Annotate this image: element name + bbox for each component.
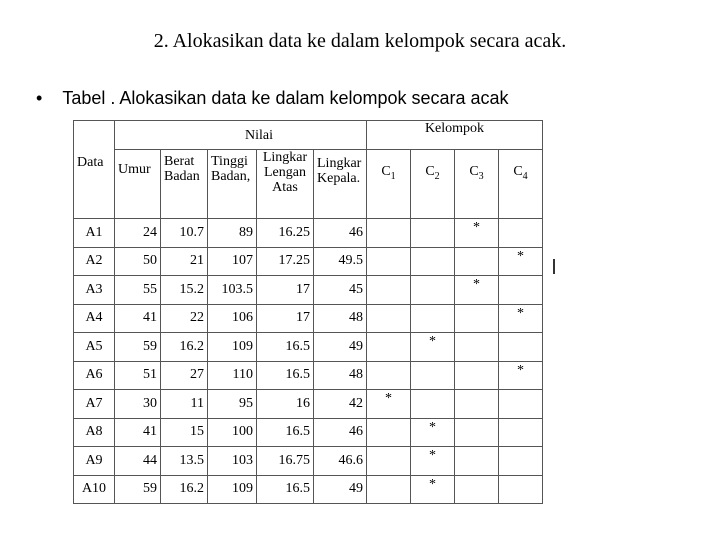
row-label: A8 <box>74 418 115 447</box>
header-lingkar-kepala <box>314 150 367 219</box>
row-label: A5 <box>74 333 115 362</box>
table-body <box>74 219 543 504</box>
cell-lingkar-kepala: 48 <box>314 304 367 333</box>
cell-lingkar-lengan: 17 <box>257 304 314 333</box>
cell-umur: 41 <box>115 304 161 333</box>
header-nilai: Nilai <box>115 121 367 150</box>
bullet-caption <box>36 88 509 109</box>
cell-lingkar-lengan: 16 <box>257 390 314 419</box>
header-c2 <box>411 150 455 219</box>
cell-berat: 10.7 <box>161 219 208 248</box>
row-label: A7 <box>74 390 115 419</box>
header-text: Lingkar <box>262 150 308 165</box>
cell-lingkar-lengan: 16.5 <box>257 418 314 447</box>
cell-umur: 51 <box>115 361 161 390</box>
cell-umur: 59 <box>115 333 161 362</box>
cell-tinggi: 109 <box>208 475 257 504</box>
cell-berat: 15.2 <box>161 276 208 305</box>
header-text: Badan <box>164 169 200 184</box>
header-text: C <box>513 164 523 179</box>
cell-c2 <box>411 304 455 333</box>
cell-c2: * <box>411 333 455 362</box>
cell-c1 <box>367 475 411 504</box>
header-berat-badan <box>161 150 208 219</box>
cell-umur: 50 <box>115 247 161 276</box>
cell-lingkar-kepala: 49 <box>314 475 367 504</box>
header-subscript: 1 <box>390 170 396 182</box>
header-umur: Umur <box>115 150 161 219</box>
cell-c4: * <box>499 247 543 276</box>
cell-c3 <box>455 475 499 504</box>
cell-c3 <box>455 247 499 276</box>
cell-tinggi: 106 <box>208 304 257 333</box>
cell-lingkar-kepala: 46 <box>314 418 367 447</box>
cell-c2: * <box>411 475 455 504</box>
cell-tinggi: 103 <box>208 447 257 476</box>
cell-tinggi: 89 <box>208 219 257 248</box>
table-row <box>74 219 543 248</box>
cell-lingkar-lengan: 17 <box>257 276 314 305</box>
header-text: Berat <box>164 154 195 169</box>
cell-c1 <box>367 418 411 447</box>
cell-c3 <box>455 390 499 419</box>
cell-umur: 59 <box>115 475 161 504</box>
table-row <box>74 276 543 305</box>
cell-umur: 41 <box>115 418 161 447</box>
cell-c2 <box>411 276 455 305</box>
cell-c4 <box>499 333 543 362</box>
cell-c2 <box>411 247 455 276</box>
cell-lingkar-lengan: 17.25 <box>257 247 314 276</box>
cell-c3 <box>455 418 499 447</box>
cell-berat: 22 <box>161 304 208 333</box>
cell-lingkar-lengan: 16.5 <box>257 333 314 362</box>
header-text: Lengan <box>264 165 306 180</box>
row-label: A2 <box>74 247 115 276</box>
header-subscript: 4 <box>522 170 528 182</box>
cell-c1 <box>367 333 411 362</box>
cell-tinggi: 103.5 <box>208 276 257 305</box>
header-text: Tinggi <box>211 154 248 169</box>
cell-tinggi: 107 <box>208 247 257 276</box>
table-row <box>74 247 543 276</box>
header-text: Badan, <box>211 169 251 184</box>
table-row <box>74 447 543 476</box>
header-subscript: 2 <box>434 170 440 182</box>
cell-c1 <box>367 247 411 276</box>
table-caption: Tabel . Alokasikan data ke dalam kelompok secara acak <box>62 88 509 108</box>
cell-c1 <box>367 304 411 333</box>
cell-c2: * <box>411 418 455 447</box>
cell-berat: 27 <box>161 361 208 390</box>
bullet-icon: • <box>36 88 43 108</box>
cell-umur: 24 <box>115 219 161 248</box>
cell-c1 <box>367 361 411 390</box>
header-subscript: 3 <box>478 170 484 182</box>
cell-c3: * <box>455 219 499 248</box>
cell-umur: 55 <box>115 276 161 305</box>
cell-lingkar-kepala: 46.6 <box>314 447 367 476</box>
cell-berat: 16.2 <box>161 333 208 362</box>
row-label: A3 <box>74 276 115 305</box>
cell-lingkar-kepala: 49.5 <box>314 247 367 276</box>
cell-lingkar-kepala: 49 <box>314 333 367 362</box>
cell-c3: * <box>455 276 499 305</box>
row-label: A6 <box>74 361 115 390</box>
header-c3 <box>455 150 499 219</box>
cell-c4 <box>499 475 543 504</box>
cell-c2 <box>411 361 455 390</box>
table-row <box>74 361 543 390</box>
row-label: A1 <box>74 219 115 248</box>
stray-mark <box>553 259 555 274</box>
cell-tinggi: 95 <box>208 390 257 419</box>
header-kelompok: Kelompok <box>367 121 543 150</box>
cell-c3 <box>455 361 499 390</box>
cell-c2 <box>411 219 455 248</box>
allocation-table <box>73 120 543 504</box>
cell-tinggi: 109 <box>208 333 257 362</box>
cell-berat: 13.5 <box>161 447 208 476</box>
cell-berat: 16.2 <box>161 475 208 504</box>
cell-c4 <box>499 418 543 447</box>
cell-umur: 44 <box>115 447 161 476</box>
cell-berat: 15 <box>161 418 208 447</box>
row-label: A9 <box>74 447 115 476</box>
cell-tinggi: 110 <box>208 361 257 390</box>
header-text: Lingkar <box>317 156 362 171</box>
cell-c4: * <box>499 361 543 390</box>
cell-lingkar-kepala: 45 <box>314 276 367 305</box>
table-row <box>74 304 543 333</box>
cell-lingkar-lengan: 16.75 <box>257 447 314 476</box>
table-row <box>74 418 543 447</box>
cell-c1 <box>367 276 411 305</box>
cell-lingkar-kepala: 48 <box>314 361 367 390</box>
cell-lingkar-kepala: 46 <box>314 219 367 248</box>
cell-c2: * <box>411 447 455 476</box>
cell-lingkar-kepala: 42 <box>314 390 367 419</box>
cell-c3 <box>455 333 499 362</box>
header-c1 <box>367 150 411 219</box>
header-text: Atas <box>272 180 298 195</box>
cell-berat: 11 <box>161 390 208 419</box>
cell-c1 <box>367 219 411 248</box>
header-text: C <box>469 164 479 179</box>
table-row <box>74 333 543 362</box>
cell-c3 <box>455 304 499 333</box>
row-label: A4 <box>74 304 115 333</box>
cell-lingkar-lengan: 16.25 <box>257 219 314 248</box>
cell-lingkar-lengan: 16.5 <box>257 475 314 504</box>
page-heading: 2. Alokasikan data ke dalam kelompok secara acak. <box>153 30 567 52</box>
cell-c4 <box>499 390 543 419</box>
header-c4 <box>499 150 543 219</box>
cell-c1: * <box>367 390 411 419</box>
table-row <box>74 475 543 504</box>
row-label: A10 <box>74 475 115 504</box>
cell-c1 <box>367 447 411 476</box>
cell-tinggi: 100 <box>208 418 257 447</box>
cell-umur: 30 <box>115 390 161 419</box>
header-data: Data <box>74 121 115 219</box>
cell-c2 <box>411 390 455 419</box>
cell-c3 <box>455 447 499 476</box>
cell-c4 <box>499 447 543 476</box>
cell-c4 <box>499 219 543 248</box>
header-text: Kepala. <box>317 171 361 186</box>
header-tinggi-badan <box>208 150 257 219</box>
header-lingkar-lengan-atas <box>257 150 314 219</box>
cell-c4: * <box>499 304 543 333</box>
header-text: C <box>425 164 435 179</box>
table-row <box>74 390 543 419</box>
cell-berat: 21 <box>161 247 208 276</box>
allocation-table-wrapper <box>73 120 543 504</box>
cell-lingkar-lengan: 16.5 <box>257 361 314 390</box>
header-text: C <box>381 164 391 179</box>
cell-c4 <box>499 276 543 305</box>
